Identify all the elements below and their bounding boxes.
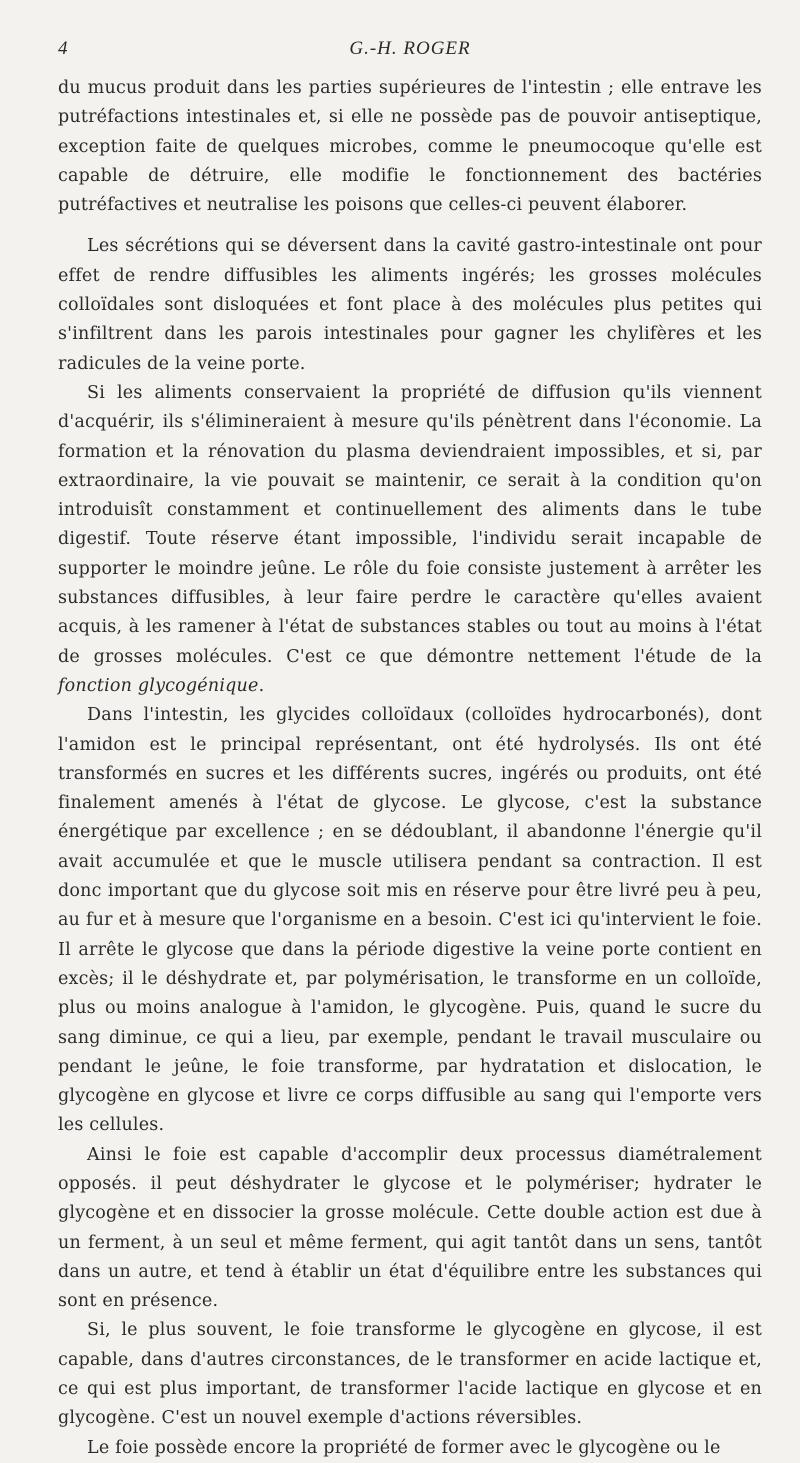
paragraph-text: Les sécrétions qui se déversent dans la cavité gastro-intestinale ont pour effet de rendre diffusibles les aliments ingérés; les grosses molécules colloïdales sont disloquées et font place à des molécules plus petites qui s'infiltrent dans les parois intestinales pour gagner les chylifères et les radicules de la veine porte. [58, 236, 762, 374]
paragraph [58, 1316, 762, 1433]
body-text [58, 74, 762, 1463]
paragraph-text: du mucus produit dans les parties supérieures de l'intestin ; elle entrave les putréfactions intestinales et, si elle ne possède pas de pouvoir antiseptique, exception faite de quelques microbes, comme le pneumocoque qu'elle est capable de détruire, elle modifie le fonctionnement des bactéries putréfactives et neutralise les poisons que celles-ci peuvent élaborer. [58, 78, 762, 216]
paragraph-text: Si les aliments conservaient la propriété de diffusion qu'ils viennent d'acquérir, ils s'élimineraient à mesure qu'ils pénètrent dans l'économie. La formation et la rénovation du plasma deviendraient impossibles, et si, par extraordinaire, la vie pouvait se maintenir, ce serait à la condition qu'on introduisît constamment et continuellement des aliments dans le tube digestif. Toute réserve étant impossible, l'individu serait incapable de supporter le moindre jeûne. Le rôle du foie consiste justement à arrêter les substances diffusibles, à leur faire perdre le caractère qu'elles avaient acquis, à les ramener à l'état de substances stables ou tout au moins à l'état de grosses molécules. C'est ce que démontre nettement l'étude de la [58, 382, 762, 667]
paragraph [58, 74, 762, 220]
paragraph-text: Ainsi le foie est capable d'accomplir deux processus diamétralement opposés. il peut déshydrater le glycose et le polymériser; hydrater le glycogène et en dissocier la grosse molécule. Cette double action est due à un ferment, à un seul et même ferment, qui agit tantôt dans un sens, tantôt dans un autre, et tend à établir un état d'équilibre entre les substances qui sont en présence. [58, 1144, 762, 1312]
paragraph-text: Le foie possède encore la propriété de former avec le glycogène ou le [87, 1437, 721, 1458]
page-header [58, 38, 762, 74]
running-head: G.-H. ROGER [349, 38, 471, 59]
paragraph [58, 379, 762, 701]
paragraph [58, 232, 762, 378]
paragraph-text: Dans l'intestin, les glycides colloïdaux (colloïdes hydrocarbonés), dont l'amidon est le principal représentant, ont été hydrolysés. Ils ont été transformés en sucres et les différents sucres, ingérés ou produits, ont été finalement amenés à l'état de glycose. Le glycose, c'est la substance énergétique par excellence ; en se dédoublant, il abandonne l'énergie qu'il avait accumulée et que le muscle utilisera pendant sa contraction. Il est donc important que du glycose soit mis en réserve pour être livré peu à peu, au fur et à mesure que l'organisme en a besoin. C'est ici qu'intervient le foie. Il arrête le glycose que dans la période digestive la veine porte contient en excès; il le déshydrate et, par polymérisation, le transforme en un colloïde, plus ou moins analogue à l'amidon, le glycogène. Puis, quand le sucre du sang diminue, ce qui a lieu, par exemple, pendant le travail musculaire ou pendant le jeûne, le foie transforme, par hydratation et dislocation, le glycogène en glycose et livre ce corps diffusible au sang qui l'emporte vers les cellules. [58, 705, 762, 1136]
paragraph [58, 1141, 762, 1317]
page-number: 4 [58, 38, 68, 59]
paragraph [58, 701, 762, 1140]
paragraph-text: Si, le plus souvent, le foie transforme le glycogène en glycose, il est capable, dans d'autres circonstances, de le transformer en acide lactique et, ce qui est plus important, de transformer l'acide lactique en glycose et en glycogène. C'est un nouvel exemple d'actions réversibles. [58, 1320, 762, 1429]
paragraph [58, 1434, 762, 1463]
emphasized-term: fonction glycogénique [58, 675, 259, 696]
paragraph-tail: . [258, 675, 265, 696]
